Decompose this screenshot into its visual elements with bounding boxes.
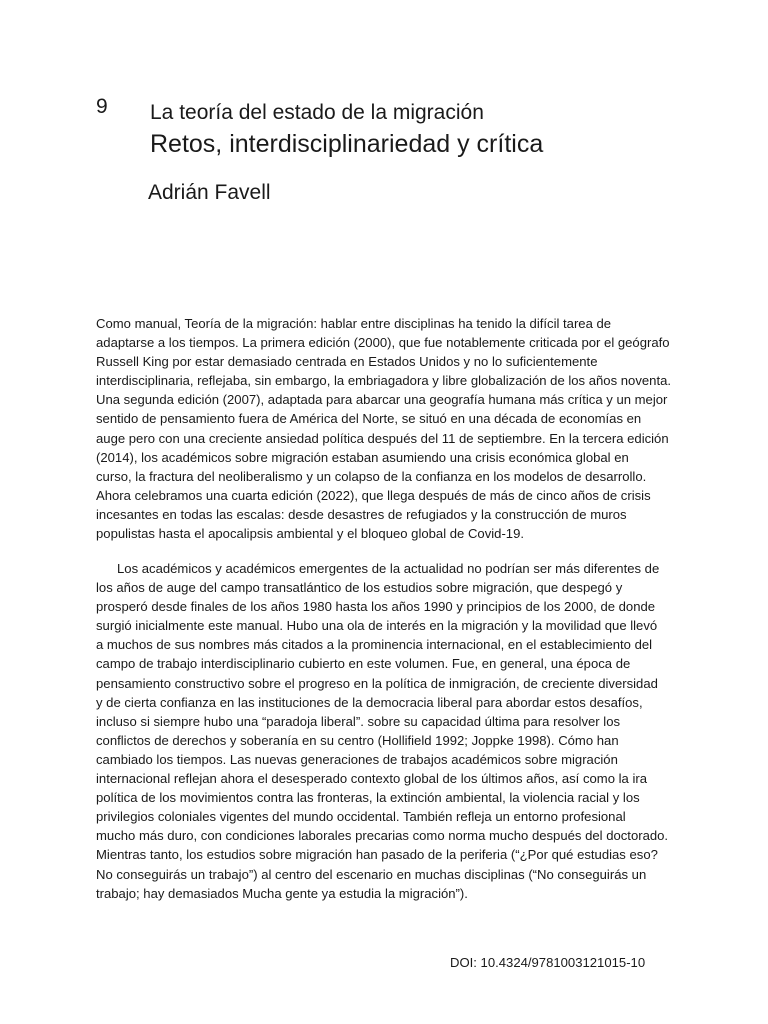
chapter-title: La teoría del estado de la migración [150,101,484,124]
paragraph-2 [96,559,686,903]
paragraph-line: populistas hasta el apocalipsis ambiental y el bloqueo global de Covid-19. [96,526,525,542]
paragraph-line: y de cierta confianza en las instituciones de la democracia liberal para abordar estos desafíos, [96,694,643,710]
paragraph-line: conflictos de derechos y soberanía en su centro (Hollifield 1992; Joppke 1998). Cómo han [96,732,619,748]
chapter-subtitle: Retos, interdisciplinariedad y crítica [150,130,544,158]
paragraph-line: Los académicos y académicos emergentes de la actualidad no podrían ser más diferentes de [117,561,660,576]
paragraph-line: campo de trabajo interdisciplinario cubierto en este volumen. Fue, en general, una época de [96,656,631,672]
paragraph-line: (2014), los académicos sobre migración estaban asumiendo una crisis económica global en [96,449,629,465]
paragraph-line: sentido de pensamiento fuera de América del Norte, se situó en una década de economías en [96,411,642,427]
paragraph-line: curso, la fractura del neoliberalismo y un colapso de la confianza en los modelos de desarrollo. [96,468,647,484]
paragraph-line: Mientras tanto, los estudios sobre migración han pasado de la periferia (“¿Por qué estudias eso? [96,847,658,863]
paragraph-line: adaptarse a los tiempos. La primera edición (2000), que fue notablemente criticada por el geógrafo [96,335,670,351]
paragraph-line: surgió inicialmente este manual. Hubo una ola de interés en la migración y la movilidad que llevó [96,618,658,634]
author-name: Adrián Favell [148,181,271,204]
paragraph-line: privilegios coloniales vigentes del mundo occidental. También refleja un entorno profesional [96,809,626,825]
paragraph-line: trabajo; hay demasiados Mucha gente ya estudia la migración”). [96,885,468,901]
chapter-number: 9 [96,95,108,118]
paragraph-line: auge pero con una creciente ansiedad política después del 11 de septiembre. En la tercera edición [96,430,669,446]
paragraph-line: Russell King por estar demasiado centrada en Estados Unidos y no lo suficientemente [96,354,598,370]
paragraph-line: los años de auge del campo transatlántico de los estudios sobre migración, que despegó y [96,580,623,596]
paragraph-line: Una segunda edición (2007), adaptada para abarcar una geografía humana más crítica y un mejor [96,392,668,408]
paragraph-line: internacional reflejan ahora el desesperado contexto global de los últimos años, así como la ira [96,771,647,787]
paragraph-line: No conseguirás un trabajo”) al centro del escenario en muchas disciplinas (“No conseguirás un [96,866,647,882]
paragraph-line: política de los movimientos contra las fronteras, la extinción ambiental, la violencia racial y los [96,790,640,806]
paragraph-line: pensamiento constructivo sobre el progreso en la política de inmigración, de creciente diversidad [96,675,658,691]
doi-footer: DOI: 10.4324/9781003121015-10 [450,955,646,970]
paragraph-line: mucho más duro, con condiciones laborales precarias como norma mucho después del doctorado. [96,828,669,844]
paragraph-line: prosperó desde finales de los años 1980 hasta los años 1990 y principios de los 2000, de donde [96,599,656,615]
paragraph-line: Ahora celebramos una cuarta edición (2022), que llega después de más de cinco años de crisis [96,487,651,503]
paragraph-line: cambiado los tiempos. Las nuevas generaciones de trabajos académicos sobre migración [96,751,618,767]
paragraph-line: a muchos de sus nombres más citados a la prominencia internacional, en el establecimiento del [96,637,653,653]
paragraph-line: incluso si siempre hubo una “paradoja liberal”. sobre su capacidad última para resolver los [96,713,621,729]
paragraph-line: incesantes en todas las escalas: desde desastres de refugiados y la construcción de muros [96,506,627,522]
paragraph-1 [96,314,686,543]
paragraph-line: interdisciplinaria, reflejaba, sin embargo, la embriagadora y libre globalización de los años noventa. [96,373,671,389]
paragraph-line: Como manual, Teoría de la migración: hablar entre disciplinas ha tenido la difícil tarea de [96,316,612,331]
